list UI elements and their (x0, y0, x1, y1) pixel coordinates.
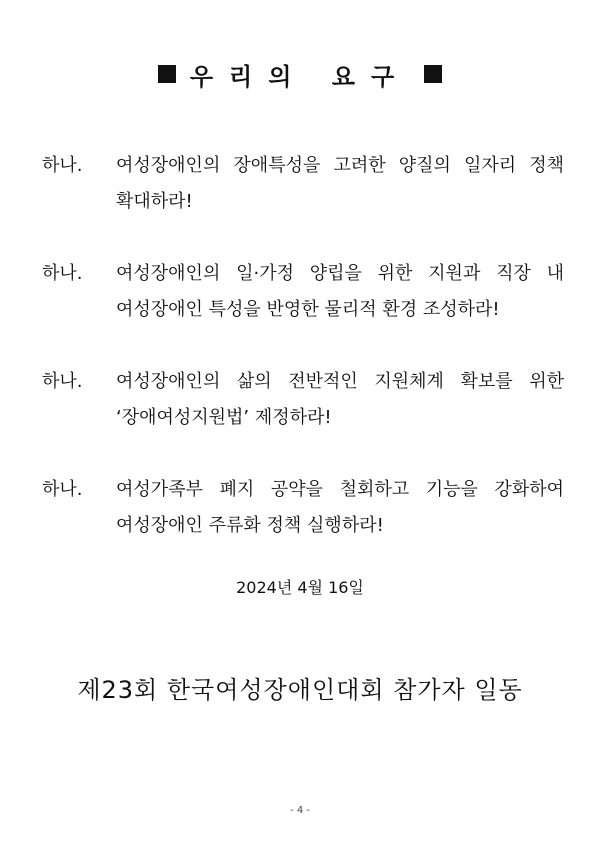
signature-line: 제23회 한국여성장애인대회 참가자 일동 (77, 676, 523, 704)
demand-prefix: 하나. (42, 371, 83, 392)
demand-line: 여성장애인의 삶의 전반적인 지원체계 확보를 위한 (116, 371, 564, 392)
page-title (0, 54, 600, 94)
demands-list (42, 148, 564, 580)
demand-line: ‘장애여성지원법’ 제정하라! (116, 407, 332, 428)
black-square-icon (424, 65, 442, 83)
demand-prefix: 하나. (42, 263, 83, 284)
demand-item (42, 256, 564, 328)
demand-line: 여성장애인의 일·가정 양립을 위한 지원과 직장 내 (116, 263, 564, 284)
demand-line: 여성장애인 주류화 정책 실행하라! (116, 515, 384, 536)
demand-line: 여성장애인의 장애특성을 고려한 양질의 일자리 정책 (116, 155, 564, 176)
demand-prefix: 하나. (42, 479, 83, 500)
page-title-text: 우리의 요구 (189, 62, 411, 91)
demand-item (42, 472, 564, 544)
demand-prefix: 하나. (42, 155, 83, 176)
demand-line: 여성장애인 특성을 반영한 물리적 환경 조성하라! (116, 299, 500, 320)
black-square-icon (158, 65, 176, 83)
statement-date: 2024년 4월 16일 (236, 578, 364, 597)
demand-line: 여성가족부 폐지 공약을 철회하고 기능을 강화하여 (116, 479, 564, 500)
page-number: - 4 - (290, 805, 310, 816)
demand-item (42, 148, 564, 220)
demand-line: 확대하라! (116, 191, 193, 212)
demand-item (42, 364, 564, 436)
